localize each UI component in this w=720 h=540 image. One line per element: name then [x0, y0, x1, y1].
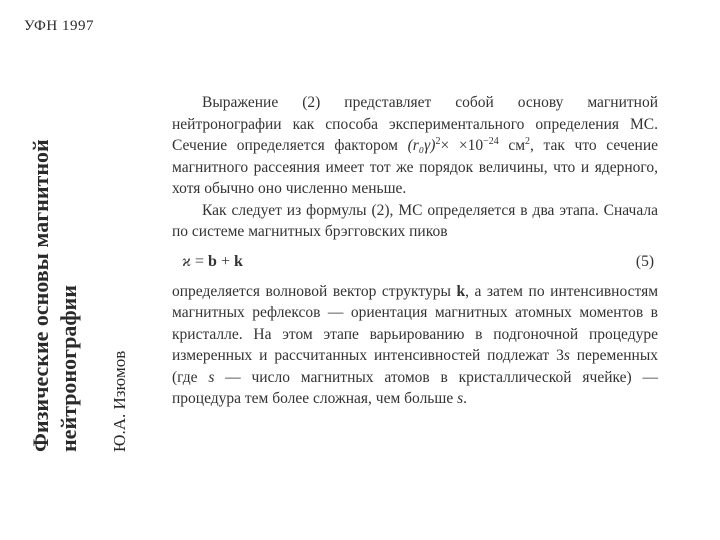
paragraph-1 [172, 92, 658, 200]
p3-s3: s [457, 390, 464, 407]
p1-text-c: см [498, 137, 526, 154]
p1-sup1: 2 [435, 135, 441, 147]
p3-text-a: определяется волновой вектор структуры [172, 282, 457, 300]
formula-expression [182, 245, 243, 279]
sidebar-title-line2: нейтронографии [56, 285, 81, 452]
formula-kappa: ϰ [182, 252, 191, 270]
p3-s1: s [563, 347, 570, 364]
p3-text-c: переменных (где [172, 347, 658, 386]
p1-text-d: , так что сечение магнитного рассеяния имеет тот же порядок величины, что и ядерного, хотя обычно оно численно меньше. [172, 137, 659, 197]
p3-text-b: , а затем по интенсивностям магнитных рефлексов — ориентация магнитных атомных моментов в кристалле. На этом этапе варьированию в подгоночной процедуре измеренных и рассчитанных интенсивностей подлежат 3 [172, 282, 659, 364]
formula-b: b [208, 252, 217, 270]
p1-text-a: Выражение (2) представляет собой основу магнитной нейтронографии как способа экспериментального определения МС. Сечение определяется фактором [172, 94, 658, 154]
formula-number: (5) [635, 252, 654, 270]
p3-text-e: . [463, 390, 467, 407]
slide-body [172, 92, 658, 410]
p1-text-b: × ×10 [440, 137, 484, 154]
p3-k: k [456, 282, 466, 300]
journal-header: УФН 1997 [24, 18, 94, 34]
p3-s2: s [208, 368, 215, 386]
formula-k: k [233, 252, 243, 270]
paragraph-2: Как следует из формулы (2), МС определяется в два этапа. Сначала по системе магнитных брэгговских пиков [172, 201, 658, 240]
formula-equals: = [191, 252, 209, 270]
sidebar-title-line1: Физические основы магнитной [28, 139, 53, 452]
sidebar-author: Ю.А. Изюмов [110, 350, 129, 452]
formula-5 [172, 245, 658, 279]
p1-factor: (r₀γ) [407, 137, 436, 154]
p1-sup2: −24 [483, 135, 499, 147]
p3-text-d: — число магнитных атомов в кристаллической ячейке) — процедура тем более сложная, чем больше [172, 368, 658, 407]
p1-sup3: 2 [525, 135, 531, 147]
formula-plus: + [216, 252, 234, 270]
paragraph-3 [172, 281, 658, 410]
